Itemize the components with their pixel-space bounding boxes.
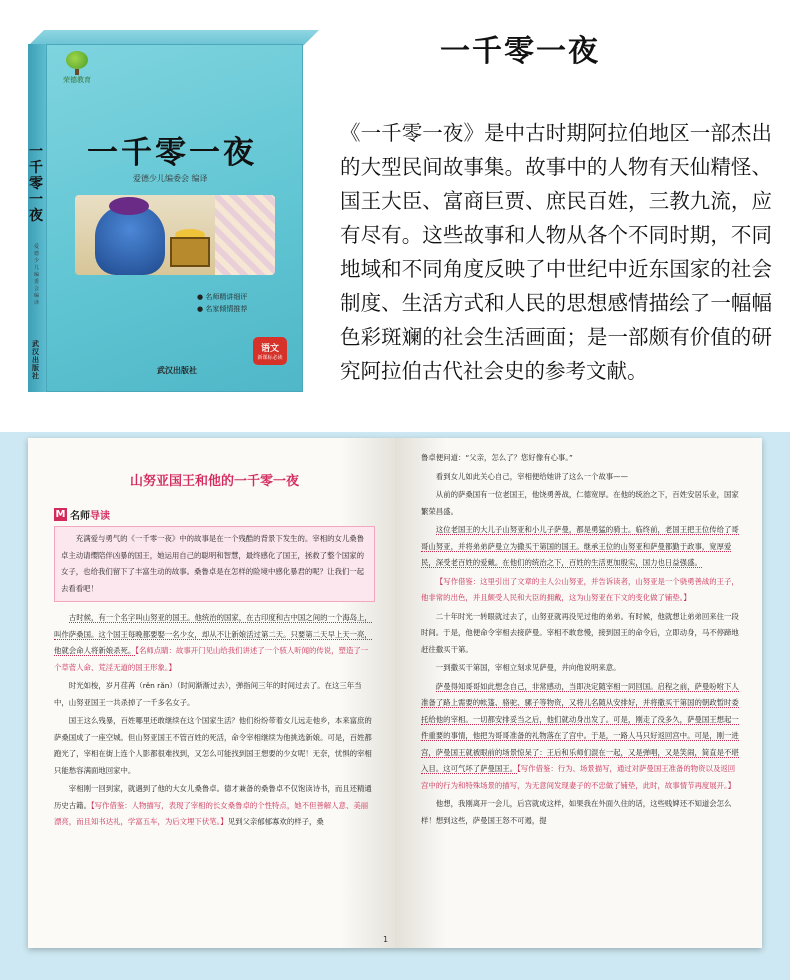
writing-note: 【写作借鉴：人物描写，表现了宰相的长女桑鲁卓的个性特点，她不但善解人意、美丽漂亮，而且知书达礼，学富五车，为后文埋下伏笔。】: [54, 800, 369, 826]
logo: [57, 51, 97, 87]
treasure-chest-illustration: [170, 237, 210, 267]
chapter-title: 山努亚国王和他的一千零一夜: [129, 474, 299, 489]
spine-title: 一千零一夜: [29, 144, 43, 224]
floral-pattern: [215, 195, 275, 275]
tree-icon: [66, 51, 88, 69]
paragraph: 他想，我刚离开一会儿，后宫就成这样，如果我在外面久住的话，这些贱婢还不知道会怎么样！想到这些，萨曼国王怒不可遏，提: [421, 799, 732, 825]
guide-box: [54, 526, 375, 602]
right-page: [395, 438, 762, 948]
cover-title: 一千零一夜: [87, 135, 257, 171]
writing-note: 【写作借鉴：行为、场景描写，通过对萨曼国王准备的物资以及返回宫中的行为和特殊场景的描写，为无意间发现妻子的不忠做了铺垫，此时，故事情节再度展开。】: [421, 764, 736, 790]
left-page: [28, 438, 395, 948]
paragraph-text: 这位老国王的大儿子山努亚和小儿子萨曼，都是勇猛的骑士。临终前，老国王把王位传给了哥哥山努亚，并将弟弟萨曼立为撒买干第国的国王。继承王位的山努亚和萨曼都勤于政事，宽厚爱民，深受老百姓的爱戴。在他们的统治之下，百姓的生活更加殷实，国力也日益强盛。: [421, 525, 739, 567]
paragraph-text: 萨曼得知哥哥如此想念自己，非常感动，当即决定随宰相一同回国。启程之前，萨曼吩咐下人准备了路上需要的帐篷、骆驼、骡子等物资，又将儿名随从安排好，并将撒买干第国的朝政暂时委托给他的宰相。一切都安排妥当之后，他们就动身出发了。可是，刚走了没多久，萨曼国王想起一件重要的事情，他把为哥哥准备的礼物落在了宫中。于是，一路人马只好返回宫中。可是，刚一进宫，萨曼国王就被眼前的场景惊呆了：王后和乐师们混在一起，又是弹唱，又是笑闹，简直是不堪入目。这可气坏了萨曼国王。: [421, 681, 739, 773]
open-book-pages: [28, 438, 762, 948]
paragraph-tail: 见到父亲郁郁寡欢的样子，桑: [227, 817, 324, 826]
paragraph: [54, 610, 375, 676]
cover-publisher: 武汉出版社: [157, 366, 197, 375]
paragraph-text: 古时候，有一个名字叫山努亚的国王。他统治的国家，在古印度和古中国之间的一个海岛上，叫作萨桑国。这个国王每晚都要娶一名少女，却从不让新娘活过第二天。只要第二天早上天一亮，他就会命人将新娘杀死。: [54, 613, 372, 655]
paragraph: 一到撒买干第国，宰相立刻求见萨曼，并向他说明来意。: [435, 663, 621, 672]
page-title: 一千零一夜: [440, 34, 600, 69]
paragraph: 时光如梭，岁月荏苒（rěn rǎn）（时间渐渐过去），弹指间三年的时间过去了。在这三年当中，山努亚国王一共杀掉了一千多名女子。: [54, 681, 362, 707]
genie-illustration: [95, 205, 165, 275]
badge-main: 语文: [260, 344, 279, 354]
guide-header: [54, 507, 375, 522]
paragraph: [54, 781, 375, 831]
logo-text: 荣德教育: [63, 76, 91, 84]
paragraph: [421, 679, 740, 795]
cover-bullet: ● 名家倾情推荐: [197, 305, 248, 313]
paragraph: [421, 522, 740, 572]
guide-label-b: 导读: [90, 511, 110, 522]
cover-bullets: [197, 291, 247, 315]
paragraph: 二十年时光一转眼就过去了，山努亚就再没见过他的弟弟。有时候，他就想让弟弟回来住一段时间。于是，他便命令宰相去接萨曼。宰相不敢怠慢，接到国王的命令后，立即动身，马不停蹄地赶往撒买干第。: [421, 611, 739, 654]
writing-note: 【写作借鉴：这里引出了文章的主人公山努亚，并告诉读者，山努亚是一个骁勇善战的王子，他非常的出色，并且颇受人民和大臣的拥戴，这为山努亚在下文的变化做了铺垫。】: [421, 576, 739, 602]
teacher-note: 【名师点睛：故事开门见山给我们讲述了一个骇人听闻的传说，塑造了一个草菅人命、荒淫无道的国王形象。】: [54, 646, 369, 672]
guide-label-a: 名师: [70, 511, 90, 522]
book-cover: [28, 30, 303, 392]
guide-text: 充满爱与勇气的《一千零一夜》中的故事是在一个残酷的背景下发生的。宰相的女儿桑鲁卓主动请缨陪伴凶暴的国王，她运用自己的聪明和智慧，最终感化了国王，拯救了整个国家的女子，也给我们留下了丰富生动的故事。桑鲁卓是在怎样的险境中感化暴君的呢？让我们一起去看看吧！: [61, 534, 365, 593]
cover-subtitle: 爱德少儿编委会 编译: [133, 174, 208, 183]
book-front: [46, 44, 303, 392]
badge-sub: 新课标必读: [257, 355, 283, 361]
paragraph-text: 宰相刚一回到家，就遇到了他的大女儿桑鲁卓。德才兼备的桑鲁卓不仅饱读诗书，而且还精通历史古籍。: [54, 784, 372, 810]
paragraph: 国王这么残暴，百姓哪里还敢继续在这个国家生活？他们纷纷带着女儿远走他乡，本来富庶的萨桑国成了一座空城。但山努亚国王不管百姓的死活，命令宰相继续为他挑选新娘。可是，百姓都跑光了，宰相在街上连个人影都很难找到，又怎么可能找到国王想要的少女呢！无奈，忧惧的宰相只能愁容满面地回家中。: [54, 716, 372, 775]
cover-illustration: [75, 195, 275, 275]
yuwen-badge: [253, 337, 287, 365]
guide-m-icon: M: [55, 509, 66, 520]
paragraph: 鲁卓便问道：“父亲，怎么了？您好像有心事。”: [421, 453, 573, 462]
paragraph: 看到女儿如此关心自己，宰相便给她讲了这么一个故事——: [435, 471, 628, 481]
page-number: 1: [383, 935, 389, 944]
guide-label: [70, 507, 110, 522]
paragraph: 从前的萨桑国有一位老国王，他饶勇善战，仁德宽厚。在他的统治之下，百姓安居乐业，国家繁荣昌盛。: [421, 490, 739, 516]
spine-publisher: 武汉出版社: [32, 340, 39, 380]
cover-bullet: ● 名师精讲细评: [197, 293, 248, 301]
book-description: 《一千零一夜》是中古时期阿拉伯地区一部杰出的大型民间故事集。故事中的人物有天仙精怪、国王大臣、富商巨贾、庶民百姓，三教九流，应有尽有。这些故事和人物从各个不同时期，不同地域和不同角度反映了中世纪中近东国家的社会制度、生活方式和人民的思想感情描绘了一幅幅色彩斑斓的社会生活画面；是一部颇有价值的研究阿拉伯古代社会史的参考文献。: [340, 121, 772, 383]
turban-illustration: [109, 197, 149, 215]
spine-author: 爱德少儿编委会 编译: [34, 244, 40, 306]
